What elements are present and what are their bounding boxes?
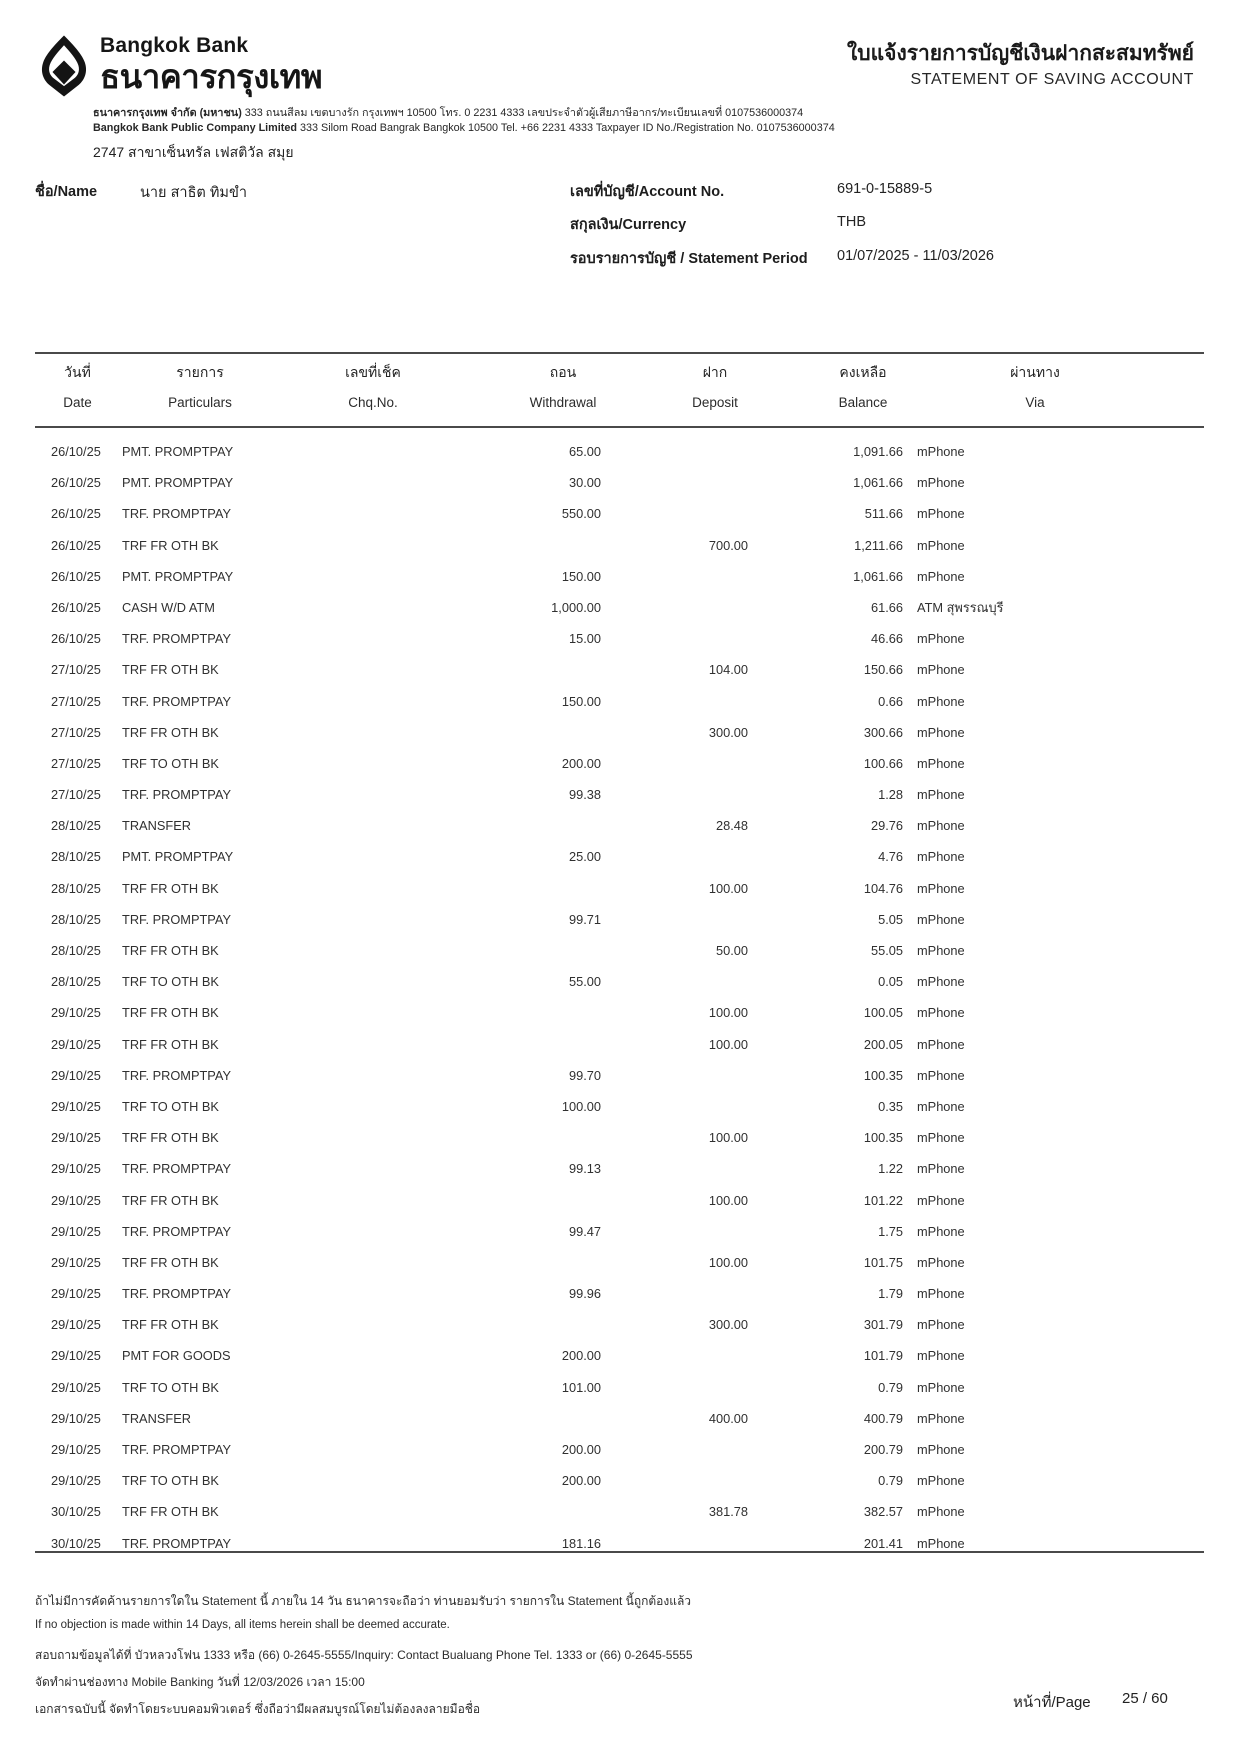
- cell-via: mPhone: [917, 849, 965, 865]
- cell-withdrawal: 99.47: [568, 1223, 601, 1239]
- period-label: รอบรายการบัญชี / Statement Period: [570, 251, 808, 267]
- cell-via: mPhone: [917, 1161, 965, 1177]
- cell-via: mPhone: [917, 943, 965, 958]
- cell-via: mPhone: [917, 724, 965, 740]
- cell-balance: 511.66: [864, 506, 903, 522]
- cell-date: 29/10/25: [51, 1473, 101, 1489]
- cell-deposit: 700.00: [708, 537, 748, 553]
- table-row: [0, 654, 1239, 685]
- bank-logo-block: [40, 34, 322, 98]
- cell-via: mPhone: [917, 787, 965, 803]
- cell-particulars: TRF TO OTH BK: [122, 755, 219, 771]
- table-row: [0, 873, 1239, 904]
- currency-label: สกุลเงิน/Currency: [570, 217, 687, 233]
- cell-via: mPhone: [917, 1535, 965, 1551]
- cell-date: 30/10/25: [51, 1504, 101, 1520]
- cell-via: mPhone: [917, 1504, 965, 1520]
- cell-balance: 1.79: [878, 1286, 903, 1302]
- footer-note-objection-th: ถ้าไม่มีการคัดค้านรายการใดใน Statement นี้ ภายใน 14 วัน ธนาคารจะถือว่า ท่านยอมรับว่า รายการใน Statement นี้ถูกต้องแล้ว: [35, 1594, 692, 1608]
- cell-date: 29/10/25: [51, 1442, 101, 1457]
- col-header-via-en: Via: [1025, 395, 1045, 410]
- col-header-via-th: ผ่านทาง: [1010, 364, 1060, 380]
- account-no-value: 691-0-15889-5: [837, 181, 933, 197]
- cell-deposit: 300.00: [708, 724, 748, 740]
- cell-balance: 100.35: [863, 1130, 903, 1146]
- cell-deposit: 50.00: [715, 943, 748, 958]
- table-row: [0, 1434, 1239, 1465]
- cell-balance: 4.76: [878, 849, 903, 865]
- cell-withdrawal: 55.00: [568, 974, 601, 990]
- account-no-label: เลขที่บัญชี/Account No.: [570, 184, 725, 200]
- cell-date: 29/10/25: [51, 1379, 101, 1395]
- cell-via: mPhone: [917, 1098, 965, 1114]
- table-row: [0, 1340, 1239, 1371]
- cell-particulars: TRF FR OTH BK: [122, 1005, 219, 1021]
- bank-name-en: Bangkok Bank: [100, 34, 249, 57]
- cell-balance: 150.66: [863, 662, 903, 678]
- cell-date: 26/10/25: [51, 475, 101, 491]
- cell-particulars: TRF FR OTH BK: [122, 943, 219, 958]
- cell-particulars: TRF FR OTH BK: [122, 1130, 219, 1146]
- cell-withdrawal: 150.00: [561, 568, 601, 584]
- cell-date: 27/10/25: [51, 724, 101, 740]
- cell-via: mPhone: [917, 537, 965, 553]
- cell-withdrawal: 181.16: [561, 1535, 601, 1551]
- cell-withdrawal: 200.00: [561, 1348, 601, 1364]
- table-row: [0, 810, 1239, 841]
- cell-date: 29/10/25: [51, 1130, 101, 1146]
- footer-note-channel: จัดทำผ่านช่องทาง Mobile Banking วันที่ 12/03/2026 เวลา 15:00: [35, 1675, 365, 1689]
- footer-note-computer-generated: เอกสารฉบับนี้ จัดทำโดยระบบคอมพิวเตอร์ ซึ่งถือว่ามีผลสมบูรณ์โดยไม่ต้องลงลายมือชื่อ: [35, 1702, 481, 1716]
- cell-balance: 46.66: [870, 631, 903, 647]
- cell-date: 27/10/25: [51, 693, 101, 709]
- table-row: [0, 1309, 1239, 1340]
- table-row: [0, 1122, 1239, 1153]
- cell-date: 29/10/25: [51, 1161, 101, 1177]
- table-row: [0, 1091, 1239, 1122]
- footer-note-objection-en: If no objection is made within 14 Days, all items herein shall be deemed accurate.: [35, 1619, 450, 1631]
- cell-particulars: TRF TO OTH BK: [122, 1379, 219, 1395]
- cell-balance: 0.05: [878, 974, 903, 990]
- cell-particulars: TRF. PROMPTPAY: [122, 631, 232, 647]
- footer-note-inquiry: สอบถามข้อมูลได้ที่ บัวหลวงโฟน 1333 หรือ (66) 0-2645-5555/Inquiry: Contact Bualuang Phone Tel. 1333 or (66) 0-2645-5555: [35, 1648, 693, 1662]
- cell-date: 26/10/25: [51, 631, 101, 647]
- cell-via: mPhone: [917, 475, 965, 491]
- cell-via: mPhone: [917, 444, 965, 459]
- cell-via: mPhone: [917, 1005, 965, 1021]
- bank-address-en-name: Bangkok Bank Public Company Limited: [93, 122, 297, 134]
- page-number-label: หน้าที่/Page: [1013, 1694, 1091, 1711]
- table-row: [0, 498, 1239, 529]
- bank-name-th: ธนาคารกรุงเทพ: [100, 58, 323, 95]
- cell-date: 29/10/25: [51, 1410, 101, 1426]
- cell-balance: 300.66: [863, 724, 903, 740]
- cell-via: mPhone: [917, 755, 965, 771]
- table-row: [0, 935, 1239, 966]
- cell-via: mPhone: [917, 1410, 965, 1426]
- name-label: ชื่อ/Name: [35, 184, 98, 200]
- document-title: [847, 40, 1194, 89]
- cell-particulars: TRF FR OTH BK: [122, 537, 219, 553]
- table-row: [0, 1029, 1239, 1060]
- table-row: [0, 1153, 1239, 1184]
- cell-via: mPhone: [917, 506, 965, 522]
- cell-via: mPhone: [917, 818, 965, 834]
- cell-date: 29/10/25: [51, 1098, 101, 1114]
- cell-withdrawal: 550.00: [561, 506, 601, 522]
- cell-particulars: PMT. PROMPTPAY: [122, 849, 234, 865]
- table-row: [0, 966, 1239, 997]
- cell-particulars: TRF. PROMPTPAY: [122, 693, 232, 709]
- name-value: นาย สาธิต ทิมขำ: [140, 185, 248, 201]
- cell-date: 29/10/25: [51, 1067, 101, 1083]
- cell-balance: 101.22: [863, 1192, 903, 1208]
- cell-date: 27/10/25: [51, 662, 101, 678]
- cell-balance: 101.79: [863, 1348, 903, 1364]
- bank-address-en-detail: 333 Silom Road Bangrak Bangkok 10500 Tel. +66 2231 4333 Taxpayer ID No./Registration No. 0107536000374: [296, 122, 835, 134]
- col-header-date-th: วันที่: [64, 364, 91, 380]
- cell-via: mPhone: [917, 911, 965, 927]
- col-header-chqno-en: Chq.No.: [348, 395, 398, 410]
- bank-address: [93, 106, 835, 136]
- col-header-withdrawal-en: Withdrawal: [529, 395, 597, 410]
- cell-balance: 61.66: [870, 599, 903, 615]
- cell-date: 28/10/25: [51, 849, 101, 865]
- cell-particulars: TRF FR OTH BK: [122, 662, 219, 678]
- table-row: [0, 1185, 1239, 1216]
- cell-balance: 1,211.66: [854, 537, 903, 553]
- cell-deposit: 100.00: [708, 1254, 748, 1270]
- document-title-th: ใบแจ้งรายการบัญชีเงินฝากสะสมทรัพย์: [847, 42, 1194, 65]
- cell-particulars: TRF. PROMPTPAY: [122, 1067, 232, 1083]
- table-row: [0, 1403, 1239, 1434]
- cell-particulars: TRF. PROMPTPAY: [122, 1286, 232, 1302]
- cell-deposit: 100.00: [708, 1036, 748, 1052]
- cell-via: mPhone: [917, 568, 965, 584]
- cell-particulars: TRF. PROMPTPAY: [122, 1442, 232, 1457]
- cell-balance: 200.05: [863, 1036, 903, 1052]
- cell-balance: 301.79: [863, 1317, 903, 1333]
- table-row: [0, 717, 1239, 748]
- table-row: [0, 530, 1239, 561]
- cell-particulars: TRF TO OTH BK: [122, 1473, 219, 1489]
- cell-via: mPhone: [917, 1223, 965, 1239]
- cell-deposit: 300.00: [708, 1317, 748, 1333]
- cell-date: 29/10/25: [51, 1192, 101, 1208]
- cell-via: mPhone: [917, 1442, 965, 1457]
- cell-balance: 5.05: [878, 911, 903, 927]
- table-row: [0, 592, 1239, 623]
- cell-via: mPhone: [917, 880, 965, 896]
- cell-date: 26/10/25: [51, 506, 101, 522]
- cell-withdrawal: 99.96: [568, 1286, 601, 1302]
- table-row: [0, 1496, 1239, 1527]
- cell-balance: 100.05: [863, 1005, 903, 1021]
- cell-date: 29/10/25: [51, 1223, 101, 1239]
- table-row: [0, 779, 1239, 810]
- cell-particulars: TRF FR OTH BK: [122, 1317, 219, 1333]
- cell-deposit: 381.78: [708, 1504, 748, 1520]
- cell-date: 29/10/25: [51, 1317, 101, 1333]
- cell-via: mPhone: [917, 662, 965, 678]
- cell-particulars: TRF FR OTH BK: [122, 724, 219, 740]
- cell-via: mPhone: [917, 974, 965, 990]
- table-row: [0, 686, 1239, 717]
- bank-address-en: [93, 121, 835, 136]
- cell-withdrawal: 100.00: [561, 1098, 601, 1114]
- cell-via: mPhone: [917, 1379, 965, 1395]
- cell-via: mPhone: [917, 1317, 965, 1333]
- cell-date: 29/10/25: [51, 1348, 101, 1364]
- table-row: [0, 904, 1239, 935]
- cell-particulars: TRF. PROMPTPAY: [122, 506, 232, 522]
- cell-particulars: PMT FOR GOODS: [122, 1348, 231, 1364]
- cell-withdrawal: 150.00: [561, 693, 601, 709]
- cell-particulars: TRF FR OTH BK: [122, 1036, 219, 1052]
- table-row: [0, 1465, 1239, 1496]
- table-top-rule: [35, 352, 1204, 354]
- cell-balance: 200.79: [863, 1442, 903, 1457]
- col-header-deposit-th: ฝาก: [702, 364, 728, 380]
- cell-date: 30/10/25: [51, 1535, 101, 1551]
- branch-name: 2747 สาขาเซ็นทรัล เฟสติวัล สมุย: [93, 144, 294, 160]
- cell-withdrawal: 99.13: [568, 1161, 601, 1177]
- cell-particulars: TRF. PROMPTPAY: [122, 1161, 232, 1177]
- cell-balance: 29.76: [870, 818, 903, 834]
- cell-balance: 100.35: [863, 1067, 903, 1083]
- period-value: 01/07/2025 - 11/03/2026: [837, 248, 994, 264]
- bank-address-th-detail: 333 ถนนสีลม เขตบางรัก กรุงเทพฯ 10500 โทร. 0 2231 4333 เลขประจำตัวผู้เสียภาษีอากร/ทะเบียนเลขที่ 0107536000374: [241, 107, 804, 119]
- cell-date: 28/10/25: [51, 818, 101, 834]
- cell-deposit: 100.00: [708, 1130, 748, 1146]
- bank-address-th-name: ธนาคารกรุงเทพ จำกัด (มหาชน): [93, 107, 242, 119]
- cell-balance: 104.76: [863, 880, 903, 896]
- cell-balance: 55.05: [870, 943, 903, 958]
- cell-withdrawal: 99.70: [568, 1067, 601, 1083]
- cell-withdrawal: 200.00: [561, 755, 601, 771]
- cell-withdrawal: 15.00: [568, 631, 601, 647]
- currency-value: THB: [837, 214, 866, 230]
- cell-date: 29/10/25: [51, 1036, 101, 1052]
- cell-via: mPhone: [917, 1192, 965, 1208]
- cell-via: mPhone: [917, 1254, 965, 1270]
- table-row: [0, 436, 1239, 467]
- cell-particulars: CASH W/D ATM: [122, 599, 215, 615]
- cell-deposit: 400.00: [708, 1410, 748, 1426]
- cell-balance: 101.75: [863, 1254, 903, 1270]
- cell-balance: 1.28: [878, 787, 903, 803]
- table-row: [0, 997, 1239, 1028]
- cell-balance: 0.79: [878, 1473, 903, 1489]
- table-row: [0, 1528, 1239, 1559]
- cell-withdrawal: 101.00: [561, 1379, 601, 1395]
- cell-particulars: TRANSFER: [122, 1410, 191, 1426]
- cell-balance: 0.35: [878, 1098, 903, 1114]
- cell-balance: 400.79: [863, 1410, 903, 1426]
- table-row: [0, 1278, 1239, 1309]
- cell-balance: 1,061.66: [853, 568, 903, 584]
- transactions: [0, 436, 1239, 1559]
- col-header-balance-th: คงเหลือ: [839, 364, 887, 380]
- cell-balance: 0.79: [878, 1379, 903, 1395]
- cell-withdrawal: 99.71: [568, 911, 601, 927]
- table-row: [0, 561, 1239, 592]
- cell-via: mPhone: [917, 1348, 965, 1364]
- cell-date: 26/10/25: [51, 537, 101, 553]
- cell-via: mPhone: [917, 1067, 965, 1083]
- cell-deposit: 100.00: [708, 1192, 748, 1208]
- cell-via: mPhone: [917, 631, 965, 647]
- cell-particulars: TRF. PROMPTPAY: [122, 911, 232, 927]
- cell-withdrawal: 30.00: [568, 475, 601, 491]
- cell-particulars: TRF. PROMPTPAY: [122, 1223, 232, 1239]
- cell-withdrawal: 25.00: [568, 849, 601, 865]
- cell-balance: 1,091.66: [853, 444, 903, 459]
- cell-date: 29/10/25: [51, 1286, 101, 1302]
- cell-balance: 0.66: [878, 693, 903, 709]
- cell-particulars: PMT. PROMPTPAY: [122, 444, 234, 459]
- table-header-rule: [35, 426, 1204, 428]
- table-row: [0, 748, 1239, 779]
- cell-particulars: TRF. PROMPTPAY: [122, 1535, 232, 1551]
- col-header-chqno-th: เลขที่เช็ค: [345, 364, 401, 380]
- cell-particulars: TRF FR OTH BK: [122, 1254, 219, 1270]
- table-row: [0, 841, 1239, 872]
- page-number-value: 25 / 60: [1122, 1690, 1168, 1707]
- bangkok-bank-lotus-icon: [40, 34, 88, 98]
- table-row: [0, 1060, 1239, 1091]
- cell-via: mPhone: [917, 1473, 965, 1489]
- cell-date: 29/10/25: [51, 1254, 101, 1270]
- cell-withdrawal: 99.38: [568, 787, 601, 803]
- cell-deposit: 28.48: [715, 818, 748, 834]
- cell-date: 28/10/25: [51, 974, 101, 990]
- col-header-deposit-en: Deposit: [692, 395, 738, 410]
- table-row: [0, 1372, 1239, 1403]
- cell-balance: 100.66: [863, 755, 903, 771]
- cell-via: mPhone: [917, 1286, 965, 1302]
- cell-balance: 1.22: [878, 1161, 903, 1177]
- cell-date: 28/10/25: [51, 880, 101, 896]
- cell-date: 28/10/25: [51, 943, 101, 958]
- cell-withdrawal: 200.00: [561, 1473, 601, 1489]
- col-header-balance-en: Balance: [838, 395, 888, 410]
- cell-withdrawal: 1,000.00: [551, 599, 601, 615]
- cell-balance: 382.57: [863, 1504, 903, 1520]
- cell-via: mPhone: [917, 693, 965, 709]
- cell-deposit: 100.00: [708, 880, 748, 896]
- cell-particulars: TRANSFER: [122, 818, 191, 834]
- table-row: [0, 467, 1239, 498]
- cell-balance: 201.41: [863, 1535, 903, 1551]
- col-header-withdrawal-th: ถอน: [549, 364, 577, 380]
- cell-particulars: PMT. PROMPTPAY: [122, 475, 234, 491]
- cell-date: 26/10/25: [51, 444, 101, 459]
- cell-date: 26/10/25: [51, 568, 101, 584]
- cell-particulars: PMT. PROMPTPAY: [122, 568, 234, 584]
- cell-withdrawal: 65.00: [568, 444, 601, 459]
- cell-date: 29/10/25: [51, 1005, 101, 1021]
- cell-particulars: TRF TO OTH BK: [122, 1098, 219, 1114]
- cell-particulars: TRF FR OTH BK: [122, 1504, 219, 1520]
- col-header-particulars-en: Particulars: [168, 395, 232, 410]
- cell-via: ATM สุพรรณบุรี: [917, 599, 1004, 615]
- bank-name: [100, 34, 322, 96]
- col-header-date-en: Date: [63, 395, 92, 410]
- cell-date: 28/10/25: [51, 911, 101, 927]
- cell-via: mPhone: [917, 1036, 965, 1052]
- bank-address-th: [93, 106, 835, 121]
- cell-balance: 1,061.66: [853, 475, 903, 491]
- cell-deposit: 100.00: [708, 1005, 748, 1021]
- col-header-particulars-th: รายการ: [176, 364, 224, 380]
- table-row: [0, 1216, 1239, 1247]
- document-title-en: STATEMENT OF SAVING ACCOUNT: [910, 71, 1194, 88]
- cell-date: 27/10/25: [51, 787, 101, 803]
- cell-particulars: TRF. PROMPTPAY: [122, 787, 232, 803]
- cell-date: 27/10/25: [51, 755, 101, 771]
- cell-via: mPhone: [917, 1130, 965, 1146]
- cell-withdrawal: 200.00: [561, 1442, 601, 1457]
- cell-particulars: TRF FR OTH BK: [122, 1192, 219, 1208]
- cell-deposit: 104.00: [708, 662, 748, 678]
- table-row: [0, 1247, 1239, 1278]
- cell-date: 26/10/25: [51, 599, 101, 615]
- table-row: [0, 623, 1239, 654]
- cell-balance: 1.75: [878, 1223, 903, 1239]
- cell-particulars: TRF FR OTH BK: [122, 880, 219, 896]
- cell-particulars: TRF TO OTH BK: [122, 974, 219, 990]
